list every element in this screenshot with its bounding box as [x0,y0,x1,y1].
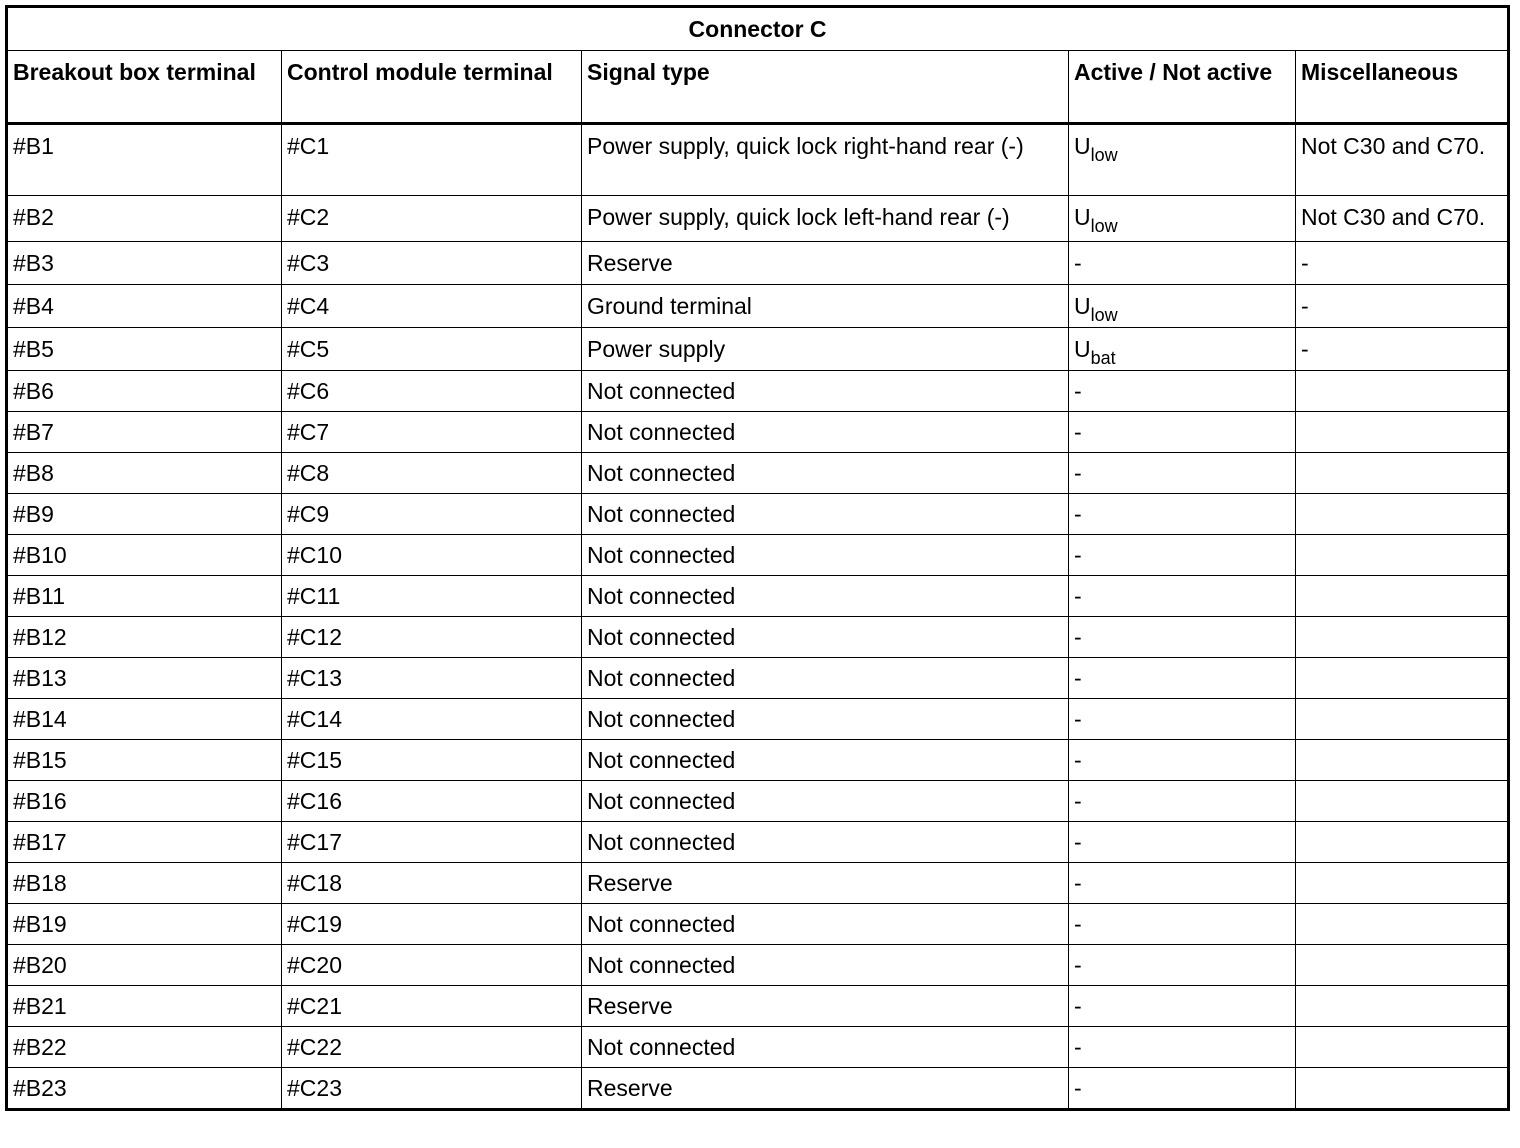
module-terminal-cell: #C6 [282,371,582,412]
breakout-terminal-cell: #B5 [7,328,282,371]
voltage-symbol: U [1074,204,1091,230]
active-state-cell: - [1069,1068,1296,1110]
table-row [7,412,1509,453]
header-signal-type: Signal type [582,51,1069,124]
breakout-terminal-cell: #B19 [7,904,282,945]
breakout-terminal-cell: #B18 [7,863,282,904]
module-terminal-cell: #C1 [282,124,582,196]
breakout-terminal-cell: #B12 [7,617,282,658]
signal-type-cell: Reserve [582,242,1069,285]
table-row [7,904,1509,945]
voltage-symbol: U [1074,133,1091,159]
voltage-symbol: U [1074,336,1091,362]
breakout-terminal-cell: #B9 [7,494,282,535]
table-row [7,617,1509,658]
miscellaneous-cell [1296,822,1509,863]
table-row [7,863,1509,904]
voltage-symbol: U [1074,293,1091,319]
module-terminal-cell: #C8 [282,453,582,494]
module-terminal-cell: #C5 [282,328,582,371]
module-terminal-cell: #C22 [282,1027,582,1068]
active-state-cell: - [1069,453,1296,494]
miscellaneous-cell [1296,494,1509,535]
signal-type-cell: Not connected [582,412,1069,453]
breakout-terminal-cell: #B1 [7,124,282,196]
table-row [7,1068,1509,1110]
breakout-terminal-cell: #B6 [7,371,282,412]
signal-type-cell: Power supply, quick lock left-hand rear (-) [582,196,1069,242]
miscellaneous-cell: - [1296,285,1509,328]
module-terminal-cell: #C15 [282,740,582,781]
active-state-cell: - [1069,371,1296,412]
miscellaneous-cell [1296,535,1509,576]
miscellaneous-cell: - [1296,242,1509,285]
module-terminal-cell: #C9 [282,494,582,535]
active-state-cell: - [1069,822,1296,863]
header-control-module-terminal: Control module terminal [282,51,582,124]
miscellaneous-cell [1296,1068,1509,1110]
module-terminal-cell: #C7 [282,412,582,453]
miscellaneous-cell [1296,740,1509,781]
active-state-cell: - [1069,699,1296,740]
module-terminal-cell: #C2 [282,196,582,242]
module-terminal-cell: #C20 [282,945,582,986]
active-state-cell: - [1069,412,1296,453]
active-state-cell [1069,196,1296,242]
table-row [7,196,1509,242]
module-terminal-cell: #C16 [282,781,582,822]
signal-type-cell: Reserve [582,863,1069,904]
breakout-terminal-cell: #B23 [7,1068,282,1110]
signal-type-cell: Not connected [582,904,1069,945]
table-row [7,740,1509,781]
breakout-terminal-cell: #B10 [7,535,282,576]
breakout-terminal-cell: #B7 [7,412,282,453]
miscellaneous-cell [1296,576,1509,617]
signal-type-cell: Power supply [582,328,1069,371]
breakout-terminal-cell: #B15 [7,740,282,781]
breakout-terminal-cell: #B3 [7,242,282,285]
signal-type-cell: Reserve [582,986,1069,1027]
breakout-terminal-cell: #B22 [7,1027,282,1068]
signal-type-cell: Not connected [582,494,1069,535]
module-terminal-cell: #C18 [282,863,582,904]
table-row [7,822,1509,863]
active-state-cell: - [1069,945,1296,986]
module-terminal-cell: #C10 [282,535,582,576]
table-row [7,535,1509,576]
signal-type-cell: Not connected [582,617,1069,658]
signal-type-cell: Not connected [582,822,1069,863]
miscellaneous-cell [1296,453,1509,494]
table-row [7,986,1509,1027]
module-terminal-cell: #C4 [282,285,582,328]
signal-type-cell: Not connected [582,699,1069,740]
active-state-cell: - [1069,863,1296,904]
active-state-cell: - [1069,781,1296,822]
signal-type-cell: Not connected [582,1027,1069,1068]
table-row [7,576,1509,617]
breakout-terminal-cell: #B2 [7,196,282,242]
active-state-cell: - [1069,740,1296,781]
module-terminal-cell: #C13 [282,658,582,699]
table-row [7,371,1509,412]
signal-type-cell: Power supply, quick lock right-hand rear (-) [582,124,1069,196]
voltage-subscript: low [1090,145,1118,165]
miscellaneous-cell [1296,904,1509,945]
table-row [7,781,1509,822]
active-state-cell [1069,285,1296,328]
miscellaneous-cell [1296,412,1509,453]
signal-type-cell: Not connected [582,740,1069,781]
active-state-cell: - [1069,576,1296,617]
active-state-cell: - [1069,535,1296,576]
signal-type-cell: Not connected [582,371,1069,412]
module-terminal-cell: #C21 [282,986,582,1027]
miscellaneous-cell [1296,781,1509,822]
table-row [7,945,1509,986]
table-row [7,242,1509,285]
table-row [7,699,1509,740]
miscellaneous-cell [1296,986,1509,1027]
active-state-cell: - [1069,658,1296,699]
module-terminal-cell: #C14 [282,699,582,740]
voltage-subscript: bat [1090,348,1116,368]
table-row [7,285,1509,328]
signal-type-cell: Not connected [582,576,1069,617]
signal-type-cell: Not connected [582,781,1069,822]
breakout-terminal-cell: #B8 [7,453,282,494]
breakout-terminal-cell: #B4 [7,285,282,328]
breakout-terminal-cell: #B11 [7,576,282,617]
miscellaneous-cell [1296,617,1509,658]
active-state-cell [1069,124,1296,196]
miscellaneous-cell [1296,658,1509,699]
module-terminal-cell: #C19 [282,904,582,945]
table-title: Connector C [7,7,1509,51]
signal-type-cell: Ground terminal [582,285,1069,328]
module-terminal-cell: #C23 [282,1068,582,1110]
active-state-cell: - [1069,494,1296,535]
table-row [7,453,1509,494]
table-row [7,124,1509,196]
voltage-subscript: low [1090,216,1118,236]
miscellaneous-cell [1296,1027,1509,1068]
miscellaneous-cell [1296,371,1509,412]
header-miscellaneous: Miscellaneous [1296,51,1509,124]
signal-type-cell: Reserve [582,1068,1069,1110]
module-terminal-cell: #C17 [282,822,582,863]
miscellaneous-cell: Not C30 and C70. [1296,124,1509,196]
breakout-terminal-cell: #B17 [7,822,282,863]
signal-type-cell: Not connected [582,453,1069,494]
breakout-terminal-cell: #B16 [7,781,282,822]
active-state-cell: - [1069,617,1296,658]
breakout-terminal-cell: #B14 [7,699,282,740]
breakout-terminal-cell: #B21 [7,986,282,1027]
breakout-terminal-cell: #B20 [7,945,282,986]
miscellaneous-cell: Not C30 and C70. [1296,196,1509,242]
signal-type-cell: Not connected [582,658,1069,699]
header-breakout-box-terminal: Breakout box terminal [7,51,282,124]
module-terminal-cell: #C12 [282,617,582,658]
table-row [7,494,1509,535]
active-state-cell: - [1069,1027,1296,1068]
table-row [7,328,1509,371]
active-state-cell [1069,328,1296,371]
active-state-cell: - [1069,904,1296,945]
active-state-cell: - [1069,242,1296,285]
miscellaneous-cell [1296,699,1509,740]
active-state-cell: - [1069,986,1296,1027]
signal-type-cell: Not connected [582,945,1069,986]
miscellaneous-cell: - [1296,328,1509,371]
table-row [7,658,1509,699]
header-active-not-active: Active / Not active [1069,51,1296,124]
miscellaneous-cell [1296,945,1509,986]
signal-type-cell: Not connected [582,535,1069,576]
connector-c-table [5,5,1510,1111]
module-terminal-cell: #C11 [282,576,582,617]
breakout-terminal-cell: #B13 [7,658,282,699]
voltage-subscript: low [1090,305,1118,325]
miscellaneous-cell [1296,863,1509,904]
module-terminal-cell: #C3 [282,242,582,285]
table-row [7,1027,1509,1068]
